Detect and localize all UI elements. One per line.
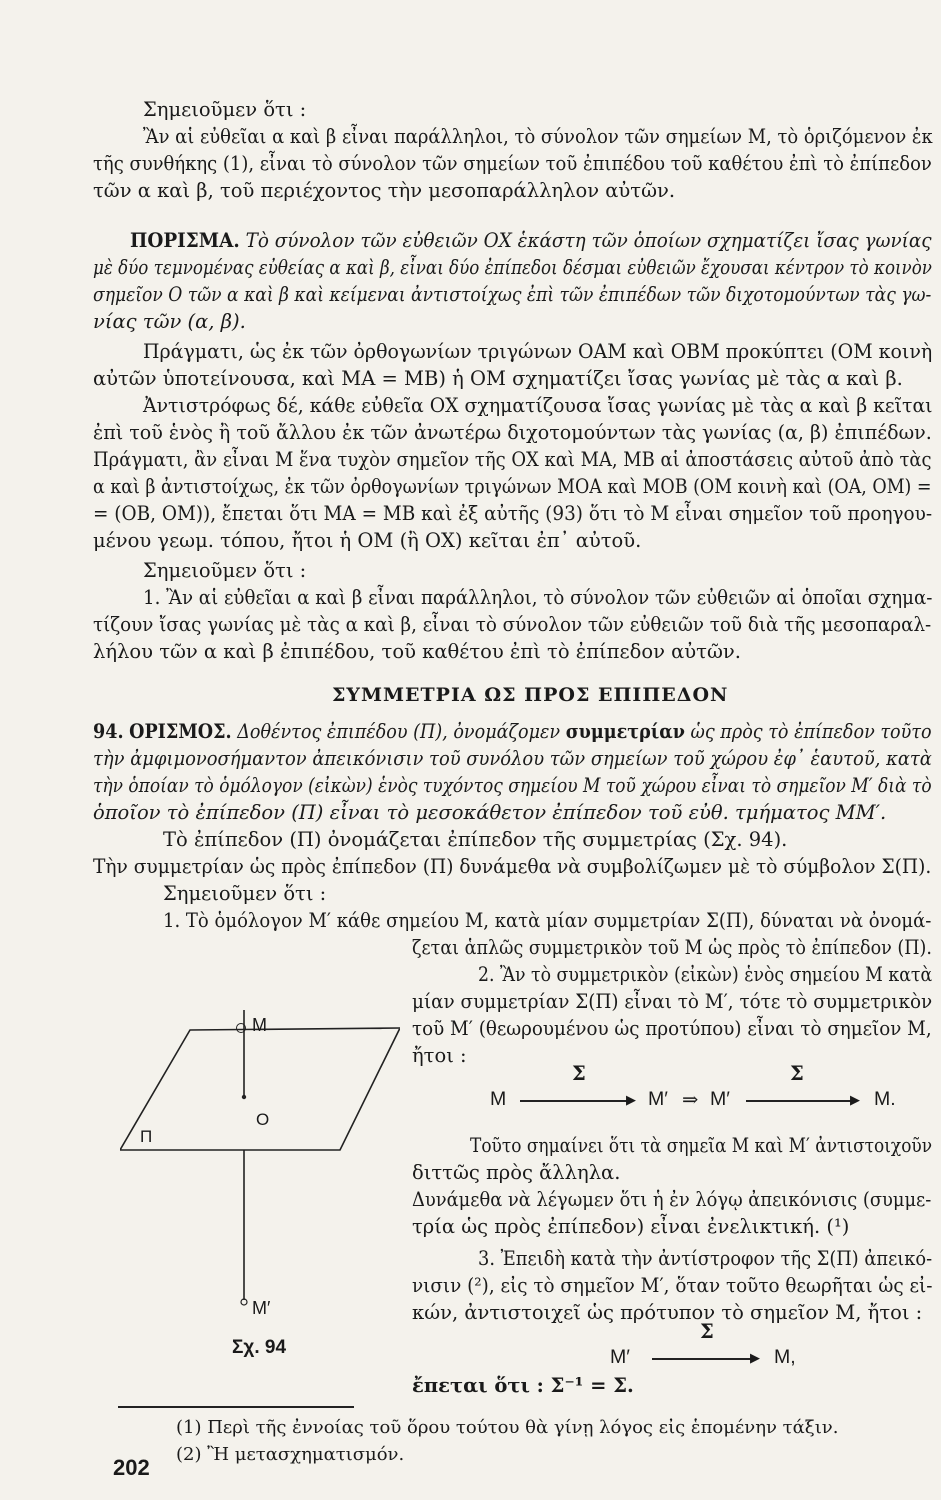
right-line: τοῦ Μ′ (θεωρουμένου ὡς προτύπου) εἶναι τὸ σημεῖον Μ, <box>412 1017 932 1040</box>
right-line: νισιν (²), εἰς τὸ σημεῖον Μ′, ὅταν τοῦτο θεωρῆται ὡς εἰ- <box>412 1274 933 1297</box>
note-heading: Σημειοῦμεν ὅτι : <box>143 559 307 582</box>
note-heading: Σημειοῦμεν ὅτι : <box>143 98 307 121</box>
text-line: τῶν α καὶ β, τοῦ περιέχοντος τὴν μεσοπαράλληλον αὐτῶν. <box>93 179 676 202</box>
definition-label: ΟΡΙΣΜΟΣ. <box>129 720 232 743</box>
formula-sigma: Σ <box>572 1062 586 1085</box>
proof-line: Πράγματι, ἂν εἶναι Μ ἕνα τυχὸν σημεῖον τῆς ΟΧ καὶ ΜΑ, ΜΒ αἱ ἀποστάσεις αὐτοῦ ἀπὸ τὰς <box>93 448 932 471</box>
definition-line: ὁποῖον τὸ ἐπίπεδον (Π) εἶναι τὸ μεσοκάθετον ἐπίπεδον τοῦ εὐθ. τμήματος ΜΜ′. <box>93 801 887 824</box>
definition-line: τὴν ὁποίαν τὸ ὁμόλογον (εἰκὼν) ἑνὸς τυχόντος σημείου Μ τοῦ χώρου εἶναι τὸ σημεῖον Μ′ διὰ τὸ <box>93 774 932 797</box>
proof-line: α καὶ β ἀντιστοίχως, ἐκ τῶν ὀρθογωνίων τριγώνων ΜΟΑ καὶ ΜΟΒ (ΟΜ κοινὴ καὶ (ΟΑ, ΟΜ) = <box>93 475 932 498</box>
formula-symbol: Μ′ <box>710 1088 730 1110</box>
right-line: κών, ἀντιστοιχεῖ ὡς πρότυπον τὸ σημεῖον Μ, ἤτοι : <box>412 1301 923 1324</box>
definition-term: συμμετρίαν <box>565 720 685 743</box>
formula-symbol: Μ, <box>774 1346 796 1368</box>
right-line: Δυνάμεθα νὰ λέγωμεν ὅτι ἡ ἐν λόγῳ ἀπεικόνισις (συμμε- <box>412 1188 932 1211</box>
right-line: 2. Ἂν τὸ συμμετρικὸν (εἰκὼν) ἑνὸς σημείου Μ κατὰ <box>478 963 933 986</box>
note-line: 1. Ἂν αἱ εὐθεῖαι α καὶ β εἶναι παράλληλοι, τὸ σύνολον τῶν εὐθειῶν αἱ ὁποῖαι σχημα- <box>143 586 933 609</box>
definition-lead: Δοθέντος ἐπιπέδου (Π), ὀνομάζομεν <box>237 720 561 743</box>
figure-label-O: Ο <box>256 1110 270 1129</box>
conclusion-line: ἔπεται ὅτι : Σ⁻¹ = Σ. <box>412 1374 634 1397</box>
formula-symbol: Μ <box>490 1088 507 1110</box>
note-heading: Σημειοῦμεν ὅτι : <box>163 882 327 905</box>
text-line: Τὸ ἐπίπεδον (Π) ὀνομάζεται ἐπίπεδον τῆς συμμετρίας (Σχ. 94). <box>163 828 788 851</box>
right-line: ἤτοι : <box>412 1044 467 1067</box>
figure-label-P: Π <box>140 1127 153 1146</box>
footnote: (1) Περὶ τῆς ἐννοίας τοῦ ὅρου τούτου θὰ γίνῃ λόγος εἰς ἑπομένην τάξιν. <box>176 1417 839 1438</box>
formula-arrow <box>520 1100 632 1102</box>
note-line: 1. Τὸ ὁμόλογον Μ′ κάθε σημείου Μ, κατὰ μίαν συμμετρίαν Σ(Π), δύναται νὰ ὀνομά- <box>163 909 932 932</box>
proof-line: ἐπὶ τοῦ ἑνὸς ἢ τοῦ ἄλλου ἐκ τῶν ἀνωτέρω διχοτομούντων τὰς γωνίας (α, β) ἐπιπέδων. <box>93 421 932 444</box>
section-title: ΣΥΜΜΕΤΡΙΑ ΩΣ ΠΡΟΣ ΕΠΙΠΕΔΟΝ <box>332 684 729 706</box>
right-line: μίαν συμμετρίαν Σ(Π) εἶναι τὸ Μ′, τότε τὸ συμμετρικὸν <box>412 990 933 1013</box>
definition-number: 94. <box>93 720 124 743</box>
arrow-head-icon: ▶ <box>850 1093 860 1108</box>
corollary-label: ΠΟΡΙΣΜΑ. <box>130 229 240 252</box>
figure-label-M: Μ <box>252 1015 267 1035</box>
right-line: τρία ὡς πρὸς ἐπίπεδον) εἶναι ἐνελικτική. (¹) <box>412 1215 850 1238</box>
text-line: τῆς συνθήκης (1), εἶναι τὸ σύνολον τῶν σημείων τοῦ ἐπιπέδου τοῦ καθέτου ἐπὶ τὸ ἐπίπεδον <box>93 152 932 175</box>
corollary-line: νίας τῶν (α, β). <box>93 310 246 333</box>
definition-block <box>93 718 932 745</box>
figure-label-M-prime: Μ′ <box>252 1298 271 1318</box>
point-O <box>242 1095 246 1099</box>
footnote: (2) Ἢ μετασχηματισμόν. <box>176 1444 405 1465</box>
right-line: 3. Ἐπειδὴ κατὰ τὴν ἀντίστροφον τῆς Σ(Π) ἀπεικό- <box>478 1247 933 1270</box>
note-line: τίζουν ἴσας γωνίας μὲ τὰς α καὶ β, εἶναι τὸ σύνολον τῶν εὐθειῶν τοῦ διὰ τῆς μεσοπαραλ- <box>93 613 932 636</box>
corollary-block <box>130 227 932 254</box>
text-line: Τὴν συμμετρίαν ὡς πρὸς ἐπίπεδον (Π) δυνάμεθα νὰ συμβολίζωμεν μὲ τὸ σύμβολον Σ(Π). <box>93 855 932 878</box>
note-line: λήλου τῶν α καὶ β ἐπιπέδου, τοῦ καθέτου ἐπὶ τὸ ἐπίπεδον αὐτῶν. <box>93 640 741 663</box>
right-line: διττῶς πρὸς ἄλληλα. <box>412 1161 621 1184</box>
formula-symbol: Μ. <box>874 1088 896 1110</box>
corollary-line: Τὸ σύνολον τῶν εὐθειῶν ΟΧ ἑκάστη τῶν ὁποίων σχηματίζει ἴσας γωνίας <box>245 229 932 252</box>
page-number: 202 <box>113 1455 150 1480</box>
formula-implies: ⇒ <box>682 1088 699 1111</box>
formula-symbol: Μ′ <box>610 1346 630 1368</box>
formula-symbol: Μ′ <box>648 1088 668 1110</box>
proof-line: Ἀντιστρόφως δέ, κάθε εὐθεῖα ΟΧ σχηματίζουσα ἴσας γωνίας μὲ τὰς α καὶ β κεῖται <box>143 394 933 417</box>
definition-tail: ὡς πρὸς τὸ ἐπίπεδον τοῦτο <box>690 720 932 743</box>
formula-sigma: Σ <box>790 1062 804 1085</box>
formula-arrow <box>652 1358 756 1360</box>
right-line: ζεται ἁπλῶς συμμετρικὸν τοῦ Μ ὡς πρὸς τὸ ἐπίπεδον (Π). <box>412 936 932 959</box>
proof-line: = (ΟΒ, ΟΜ)), ἔπεται ὅτι ΜΑ = ΜΒ καὶ ἐξ αὐτῆς (93) ὅτι τὸ Μ εἶναι σημεῖον τοῦ προηγου- <box>93 502 933 525</box>
formula-mapping-1 <box>490 1060 910 1120</box>
footnote-divider <box>118 1406 354 1408</box>
proof-line: μένου γεωμ. τόπου, ἤτοι ἡ ΟΜ (ἢ ΟΧ) κεῖται ἐπ᾿ αὐτοῦ. <box>93 529 642 552</box>
text-line: Ἂν αἱ εὐθεῖαι α καὶ β εἶναι παράλληλοι, τὸ σύνολον τῶν σημείων Μ, τὸ ὁριζόμενον ἐκ <box>143 125 933 148</box>
figure-caption: Σχ. 94 <box>232 1337 287 1358</box>
definition-line: τὴν ἀμφιμονοσήμαντον ἀπεικόνισιν τοῦ συνόλου τῶν σημείων τοῦ χώρου ἐφ᾿ ἑαυτοῦ, κατὰ <box>93 747 932 770</box>
proof-line: αὐτῶν ὑποτείνουσα, καὶ ΜΑ = ΜΒ) ἡ ΟΜ σχηματίζει ἴσας γωνίας μὲ τὰς α καὶ β. <box>93 367 903 390</box>
formula-arrow <box>746 1100 856 1102</box>
arrow-head-icon: ▶ <box>750 1351 760 1366</box>
corollary-line: μὲ δύο τεμνομένας εὐθείας α καὶ β, εἶναι δύο ἐπίπεδοι δέσμαι εὐθειῶν ἔχουσαι κέντρον τὸ κοινὸν <box>93 256 932 279</box>
right-line: Τοῦτο σημαίνει ὅτι τὰ σημεῖα Μ καὶ Μ′ ἀντιστοιχοῦν <box>470 1134 933 1157</box>
formula-mapping-2 <box>610 1318 810 1378</box>
arrow-head-icon: ▶ <box>626 1093 636 1108</box>
formula-sigma: Σ <box>700 1320 714 1343</box>
corollary-line: σημεῖον Ο τῶν α καὶ β καὶ κείμεναι ἀντιστοίχως ἐπὶ τῶν ἐπιπέδων τῶν διχοτομούντων τὰς γω- <box>93 283 932 306</box>
point-M <box>236 1023 246 1033</box>
proof-line: Πράγματι, ὡς ἐκ τῶν ὀρθογωνίων τριγώνων ΟΑΜ καὶ ΟΒΜ προκύπτει (ΟΜ κοινὴ <box>143 340 933 363</box>
